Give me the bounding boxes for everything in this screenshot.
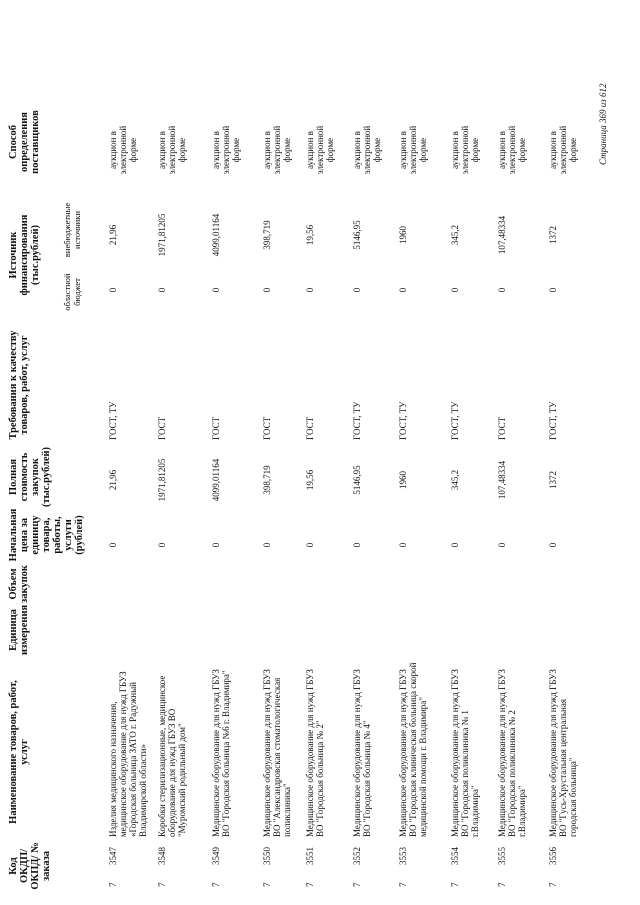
row-code-prefix: 7 [352, 882, 362, 887]
row-requirements: ГОСТ, ТУ [450, 401, 460, 440]
row-name: Медицинское оборудование для нужд ГБУЗ ВО "Городская клиническая больница скорой медицинской помощи г. Владимира" [398, 662, 428, 837]
row-order-number: 3551 [305, 847, 315, 865]
row-total-cost: 4099,01164 [211, 458, 221, 502]
row-total-cost: 21,96 [108, 469, 118, 491]
row-total-cost: 1971,81205 [157, 458, 167, 502]
row-requirements: ГОСТ, ТУ [108, 401, 118, 440]
row-regional-budget: 0 [108, 287, 118, 293]
header-unit: Единица измерения [8, 604, 30, 655]
row-name: Медицинское оборудование для нужд ГБУЗ ВО "Городская поликлиника № 1 г.Владимира" [450, 669, 480, 837]
header-name: Наименование товаров, работ, услуг [8, 680, 30, 824]
row-order-number: 3552 [352, 847, 362, 865]
row-method: аукцион в электронной форме [305, 125, 335, 175]
row-initial-price: 0 [108, 542, 118, 548]
row-extra-sources: 1372 [548, 226, 558, 244]
row-extra-sources: 107,48334 [497, 215, 507, 255]
row-regional-budget: 0 [157, 287, 167, 293]
row-code-prefix: 7 [108, 882, 118, 887]
row-total-cost: 107,48334 [497, 460, 507, 500]
row-code-prefix: 7 [211, 882, 221, 887]
row-total-cost: 1372 [548, 471, 558, 489]
row-regional-budget: 0 [497, 287, 507, 293]
row-method: аукцион в электронной форме [211, 125, 241, 175]
row-method: аукцион в электронной форме [352, 125, 382, 175]
row-order-number: 3554 [450, 847, 460, 865]
row-regional-budget: 0 [262, 287, 272, 293]
row-name: Медицинское оборудование для нужд ГБУЗ ВО "Городская поликлиника № 2 г.Владимира" [497, 669, 527, 837]
row-method: аукцион в электронной форме [262, 125, 292, 175]
row-code-prefix: 7 [262, 882, 272, 887]
row-regional-budget: 0 [305, 287, 315, 293]
row-method: аукцион в электронной форме [450, 125, 480, 175]
row-initial-price: 0 [157, 542, 167, 548]
header-initial-price: Начальная цена за единицу товара, работы, услуги (рублей) [8, 508, 85, 562]
header-financing-regional: областной бюджет [62, 273, 82, 311]
row-extra-sources: 21,96 [108, 224, 118, 246]
row-regional-budget: 0 [352, 287, 362, 293]
row-code-prefix: 7 [398, 882, 408, 887]
header-code: Код ОКДП/ ОКПД/ № заказа [8, 842, 52, 890]
row-code-prefix: 7 [305, 882, 315, 887]
row-regional-budget: 0 [398, 287, 408, 293]
row-initial-price: 0 [305, 542, 315, 548]
header-method: Способ определения поставщиков [8, 110, 41, 174]
row-requirements: ГОСТ [305, 416, 315, 440]
row-name: Коробки стерилизационные, медицинское оборудование для нужд ГБУЗ ВО "Муромский родильный дом" [157, 675, 187, 837]
row-requirements: ГОСТ, ТУ [548, 401, 558, 440]
row-requirements: ГОСТ [262, 416, 272, 440]
row-order-number: 3556 [548, 847, 558, 865]
row-extra-sources: 345,2 [450, 224, 460, 246]
row-extra-sources: 19,56 [305, 224, 315, 246]
row-requirements: ГОСТ [157, 416, 167, 440]
row-method: аукцион в электронной форме [157, 125, 187, 175]
row-order-number: 3547 [108, 847, 118, 865]
page-number: Страница 369 из 612 [598, 83, 608, 165]
row-requirements: ГОСТ [211, 416, 221, 440]
row-code-prefix: 7 [450, 882, 460, 887]
row-requirements: ГОСТ [497, 416, 507, 440]
row-order-number: 3549 [211, 847, 221, 865]
row-order-number: 3555 [497, 847, 507, 865]
row-code-prefix: 7 [548, 882, 558, 887]
row-extra-sources: 1971,81205 [157, 213, 167, 257]
row-regional-budget: 0 [211, 287, 221, 293]
row-extra-sources: 1960 [398, 226, 408, 244]
row-extra-sources: 398,719 [262, 220, 272, 250]
header-total-cost: Полная стоимость закупок (тыс.рублей) [8, 446, 52, 507]
row-initial-price: 0 [398, 542, 408, 548]
row-regional-budget: 0 [450, 287, 460, 293]
row-method: аукцион в электронной форме [548, 125, 578, 175]
row-requirements: ГОСТ, ТУ [398, 401, 408, 440]
header-financing-extra: внебюджетные источники [62, 202, 82, 258]
row-name: Медицинское оборудование для нужд ГБУЗ ВО "Александровская стоматологическая поликлиника" [262, 669, 292, 837]
row-total-cost: 1960 [398, 471, 408, 489]
row-name: Медицинское оборудование для нужд ГБУЗ ВО "Городская больница №6 г. Владимира" [211, 669, 231, 837]
row-name: Медицинское оборудование для нужд ГБУЗ ВО "Городская больница № 2" [305, 669, 325, 837]
header-financing: Источник финансирования (тыс.рублей) [8, 214, 41, 296]
row-initial-price: 0 [548, 542, 558, 548]
row-total-cost: 5146,95 [352, 465, 362, 495]
header-volume: Объем закупок [8, 565, 30, 603]
header-requirements: Требования к качеству товаров, работ, услуг [8, 330, 30, 440]
row-initial-price: 0 [262, 542, 272, 548]
row-method: аукцион в электронной форме [108, 125, 138, 175]
row-regional-budget: 0 [548, 287, 558, 293]
row-total-cost: 398,719 [262, 465, 272, 495]
row-total-cost: 19,56 [305, 469, 315, 491]
row-initial-price: 0 [352, 542, 362, 548]
row-initial-price: 0 [497, 542, 507, 548]
row-code-prefix: 7 [157, 882, 167, 887]
row-initial-price: 0 [450, 542, 460, 548]
row-initial-price: 0 [211, 542, 221, 548]
row-code-prefix: 7 [497, 882, 507, 887]
row-method: аукцион в электронной форме [398, 125, 428, 175]
row-total-cost: 345,2 [450, 469, 460, 491]
row-requirements: ГОСТ, ТУ [352, 401, 362, 440]
row-name: Изделия медицинского назначения, медицинское оборудование для нужд ГБУЗ «Городская больница ЗАТО г. Радужный Владимирской области» [108, 671, 148, 837]
row-extra-sources: 4099,01164 [211, 213, 221, 257]
row-order-number: 3550 [262, 847, 272, 865]
row-order-number: 3548 [157, 847, 167, 865]
row-extra-sources: 5146,95 [352, 220, 362, 250]
row-name: Медицинское оборудование для нужд ГБУЗ ВО "Гусь-Хрустальная центральная городская больница" [548, 669, 578, 837]
row-order-number: 3553 [398, 847, 408, 865]
row-method: аукцион в электронной форме [497, 125, 527, 175]
row-name: Медицинское оборудование для нужд ГБУЗ ВО "Городская больница № 4" [352, 669, 372, 837]
